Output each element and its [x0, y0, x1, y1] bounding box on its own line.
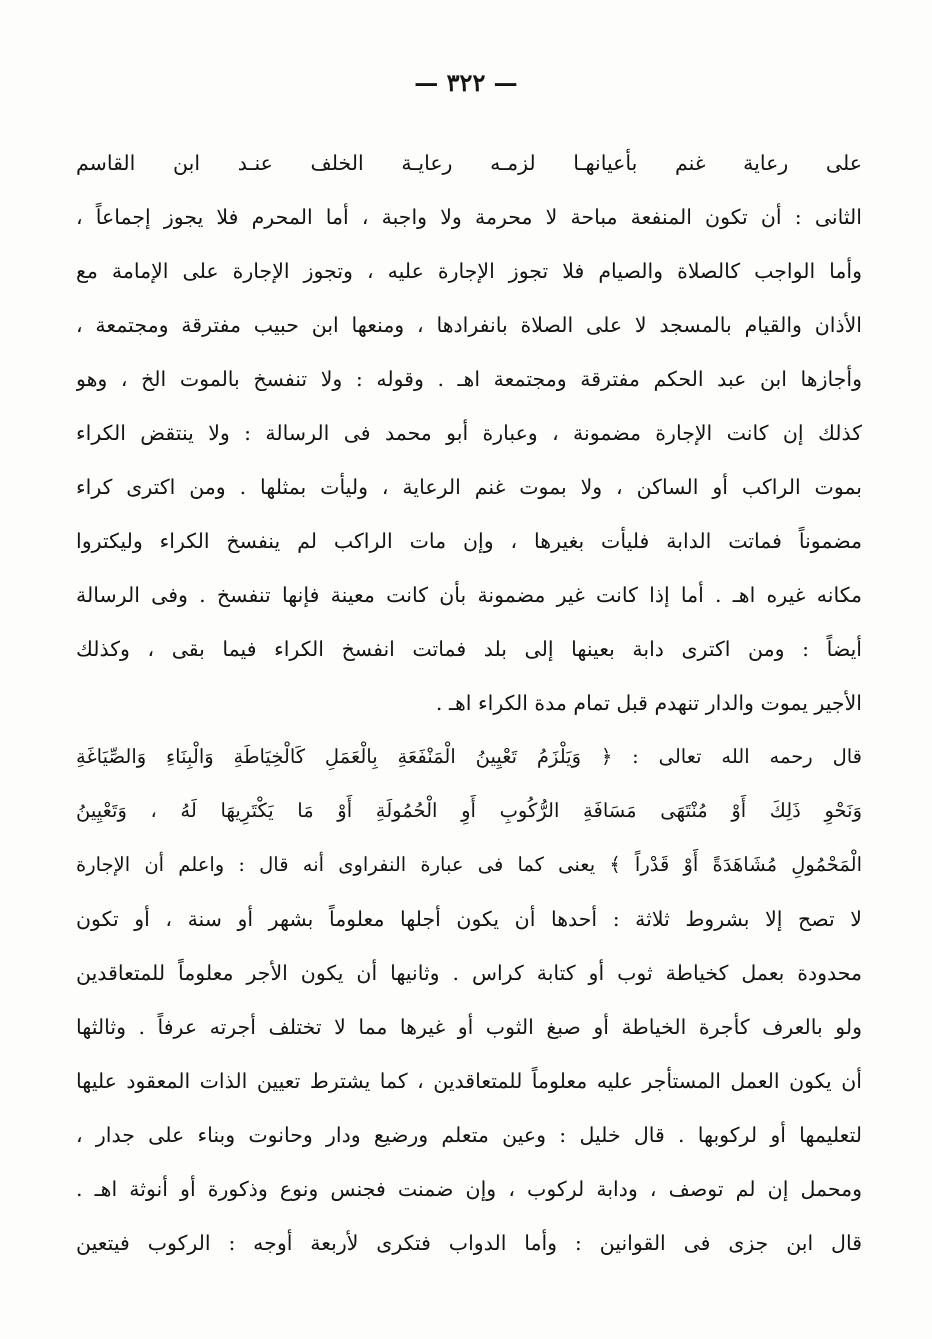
text-line-13: وَنَحْوِ ذَلِكَ أَوْ مُنْتَهَى مَسَافَةِ الرُّكُوبِ أَوِ الْحُمُولَةِ أَوْ مَا يَكْتَرِيهَا لَهُ ، وَتَعْيِينُ — [76, 799, 862, 822]
text-line-3: وأما الواجب كالصلاة والصيام فلا تجوز الإجارة عليه ، وتجوز الإجارة على الإمامة مع — [76, 259, 862, 283]
text-line-14: الْمَحْمُولِ مُشَاهَدَةً أَوْ قَدْراً ﴾ يعنى كما فى عبارة النفراوى أنه قال : واعلم أن الإجارة — [76, 853, 862, 876]
text-line-18: أن يكون العمل المستأجر عليه معلوماً للمتعاقدين ، كما يشترط تعيين الذات المعقود عليها — [76, 1069, 862, 1093]
text-line-6: كذلك إن كانت الإجارة مضمونة ، وعبارة أبو محمد فى الرسالة : ولا ينتقض الكراء — [76, 421, 862, 445]
text-line-1: على رعاية غنم بأعيانهـا لزمـه رعايـة الخلف عنـد ابن القاسم — [76, 151, 862, 175]
text-line-19: لتعليمها أو لركوبها . قال خليل : وعين متعلم ورضيع ودار وحانوت وبناء على جدار ، — [76, 1123, 862, 1147]
text-line-21: قال ابن جزى فى القوانين : وأما الدواب فتكرى لأربعة أوجه : الركوب فيتعين — [76, 1231, 862, 1255]
text-line-4: الأذان والقيام بالمسجد لا على الصلاة بانفرادها ، ومنعها ابن حبيب مفترقة ومجتمعة ، — [76, 313, 862, 337]
text-line-12: قال رحمه الله تعالى : ﴿ وَيَلْزَمُ تَعْيِينُ الْمَنْفَعَةِ بِالْعَمَلِ كَالْخِيَاطَةِ وَالْبِنَاءِ وَالصِّيَاغَةِ — [76, 745, 862, 768]
text-line-16: محدودة بعمل كخياطة ثوب أو كتابة كراس . وثانيها أن يكون الأجر معلوماً للمتعاقدين — [76, 961, 862, 985]
text-line-20: ومحمل إن لم توصف ، ودابة لركوب ، وإن ضمنت فجنس ونوع وذكورة أو أنوثة اهـ . — [76, 1177, 862, 1201]
body-text — [76, 136, 862, 1270]
page-number: — ٣٢٢ — — [414, 68, 518, 97]
text-line-9: مكانه غيره اهـ . أما إذا كانت غير مضمونة بأن كانت معينة فإنها تنفسخ . وفى الرسالة — [76, 583, 862, 607]
text-line-7: بموت الراكب أو الساكن ، ولا بموت غنم الرعاية ، وليأت بمثلها . ومن اكترى كراء — [76, 475, 862, 499]
text-line-5: وأجازها ابن عبد الحكم مفترقة ومجتمعة اهـ . وقوله : ولا تنفسخ بالموت الخ ، وهو — [76, 367, 862, 391]
text-line-2: الثانى : أن تكون المنفعة مباحة لا محرمة ولا واجبة ، أما المحرم فلا يجوز إجماعاً ، — [76, 205, 862, 229]
text-line-15: لا تصح إلا بشروط ثلاثة : أحدها أن يكون أجلها معلوماً بشهر أو سنة ، أو تكون — [76, 907, 862, 931]
text-line-10: أيضاً : ومن اكترى دابة بعينها إلى بلد فماتت انفسخ الكراء فيما بقى ، وكذلك — [76, 637, 862, 661]
text-line-11: الأجير يموت والدار تنهدم قبل تمام مدة الكراء اهـ . — [435, 691, 862, 715]
text-line-8: مضموناً فماتت الدابة فليأت بغيرها ، وإن مات الراكب لم ينفسخ الكراء وليكتروا — [76, 529, 862, 553]
text-line-17: ولو بالعرف كأجرة الخياطة أو صبغ الثوب أو غيرها مما لا تختلف أجرته عرفاً . وثالثها — [76, 1015, 862, 1039]
